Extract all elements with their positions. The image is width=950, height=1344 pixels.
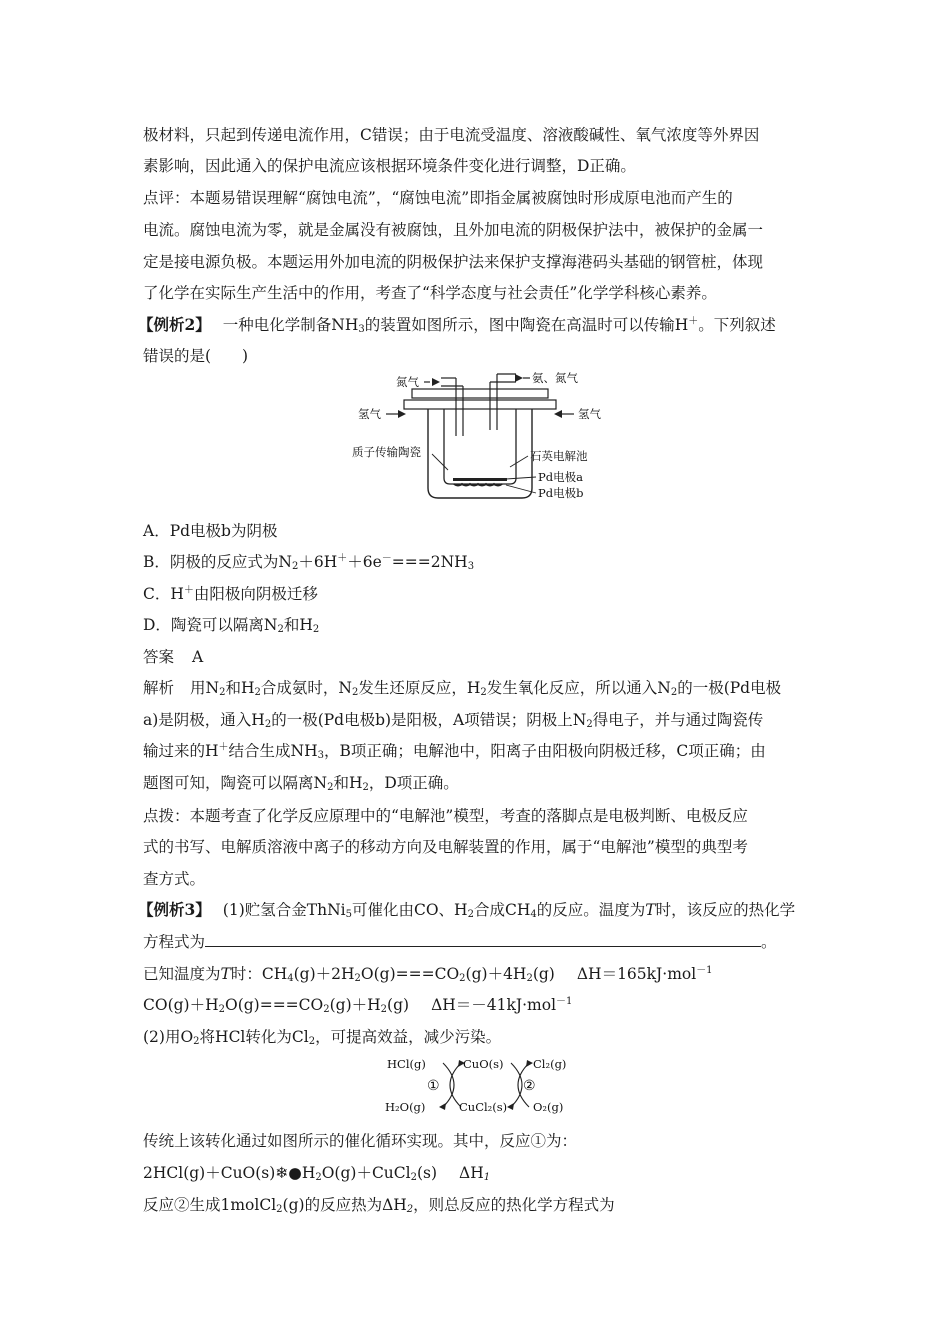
species-cucl2: CuCl₂(s) <box>459 1100 508 1114</box>
label-quartz-cell: 石英电解池 <box>530 449 588 463</box>
step-2-label: ② <box>523 1078 536 1094</box>
arrow-icon <box>439 1103 446 1110</box>
equation-1: 已知温度为T时：$CH_4(g)+2H_2O(g)===CO_2(g)+4H_2(g)$ ΔH＝165kJ·mol$^{-1}$ <box>143 965 713 984</box>
label-nitrogen-in: 氮气 <box>396 375 419 389</box>
example-tag: 【例析3】 <box>138 900 211 919</box>
label-pd-a: Pd电极a <box>538 470 583 484</box>
label-ammonia-out: 氨、氮气 <box>532 371 578 385</box>
tip-line: 查方式。 <box>143 870 206 888</box>
comment-line: 点评：本题易错误理解“腐蚀电流”，“腐蚀电流”即指金属被腐蚀时形成原电池而产生的 <box>143 189 733 207</box>
text-line: 传统上该转化通过如图所示的催化循环实现。其中，反应①为： <box>143 1132 578 1150</box>
example3-stem: 【例析3】 (1)贮氢合金ThNi$_5$可催化由CO、$H_2$合成$CH_4$的反应。温度为T时，该反应的热化学 <box>138 900 796 920</box>
arrow-icon <box>526 1060 533 1067</box>
option-c: C．H＋由阳极向阴极迁移 <box>143 585 318 603</box>
label-proton-ceramic: 质子传输陶瓷 <box>352 445 421 459</box>
text-line: 极材料，只起到传递电流作用，C错误；由于电流受温度、溶液酸碱性、氧气浓度等外界因 <box>143 126 760 144</box>
tip-line: 式的书写、电解质溶液中离子的移动方向及电解装置的作用，属于“电解池”模型的典型考 <box>143 838 748 856</box>
answer: 答案 A <box>143 648 204 666</box>
example2-stem-line2: 错误的是( ) <box>143 347 249 365</box>
comment-line: 电流。腐蚀电流为零，就是金属没有被腐蚀，且外加电流的阴极保护法中，被保护的金属一 <box>143 221 764 239</box>
reaction-1: $2HCl(g)+CuO(s)❄●H_2O(g)+CuCl_2(s)$ $\Delta H_1$ <box>143 1164 491 1183</box>
analysis-line: a)是阴极，通入$H_2$的一极(Pd电极b)是阳极，A项错误；阴极上$N_2$得电子，并与通过陶瓷传 <box>143 711 764 730</box>
equation-2: $CO(g)+H_2O(g)===CO_2(g)+H_2(g)$ ΔH＝－41kJ·mol$^{-1}$ <box>143 996 573 1015</box>
comment-line: 了化学在实际生产生活中的作用，考查了“科学态度与社会责任”化学学科核心素养。 <box>143 284 717 302</box>
species-h2o: H₂O(g) <box>385 1100 426 1114</box>
species-o2: O₂(g) <box>533 1100 564 1114</box>
arrow-icon <box>507 1103 514 1110</box>
species-cuo: CuO(s) <box>463 1057 504 1071</box>
option-b: B．阴极的反应式为$N_2+6H^++6e^-===2NH_3$ <box>143 553 475 572</box>
reaction-2: 反应②生成1molCl$_2$(g)的反应热为$\Delta H_2$，则总反应的热化学方程式为 <box>143 1196 615 1215</box>
electrolysis-cell-diagram <box>340 370 610 512</box>
arrow-in-icon <box>432 378 440 386</box>
label-pd-b: Pd电极b <box>538 486 584 500</box>
label-hydrogen-right: 氢气 <box>578 407 601 421</box>
option-a: A．Pd电极b为阴极 <box>143 522 278 540</box>
pd-electrode-b <box>454 484 502 486</box>
pd-electrode-a <box>453 478 507 481</box>
text-line: 素影响，因此通入的保护电流应该根据环境条件变化进行调整，D正确。 <box>143 157 636 175</box>
arrow-left-icon <box>554 410 562 418</box>
catalytic-cycle-diagram <box>383 1055 573 1117</box>
analysis-line: 题图可知，陶瓷可以隔离$N_2$和$H_2$，D项正确。 <box>143 774 459 793</box>
example3-blank-line: 方程式为 。 <box>143 933 777 951</box>
species-cl2: Cl₂(g) <box>533 1057 567 1071</box>
arrow-right-icon <box>398 410 406 418</box>
analysis-line: 输过来的H＋结合生成$NH_3$，B项正确；电解池中，阳离子由阳极向阴极迁移，C项正确；由 <box>143 742 766 761</box>
analysis-line: 解析 用$N_2$和$H_2$合成氨时，$N_2$发生还原反应，$H_2$发生氧化反应，所以通入$N_2$的一极(Pd电极 <box>143 679 782 698</box>
part-2: (2)用$O_2$将HCl转化为$Cl_2$，可提高效益，减少污染。 <box>143 1028 502 1047</box>
step-1-label: ① <box>427 1078 440 1094</box>
option-d: D．陶瓷可以隔离$N_2$和$H_2$ <box>143 616 320 635</box>
example-tag: 【例析2】 <box>138 315 211 334</box>
species-hcl: HCl(g) <box>387 1057 426 1071</box>
comment-line: 定是接电源负极。本题运用外加电流的阴极保护法来保护支撑海港码头基础的钢管桩，体现 <box>143 253 764 271</box>
answer-blank[interactable] <box>205 932 761 947</box>
tip-line: 点拨：本题考查了化学反应原理中的“电解池”模型，考查的落脚点是电极判断、电极反应 <box>143 807 748 825</box>
arrow-out-icon <box>515 374 523 382</box>
label-hydrogen-left: 氢气 <box>358 407 381 421</box>
example2-stem: 【例析2】 一种电化学制备$NH_3$的装置如图所示，图中陶瓷在高温时可以传输H＋。下列叙述 <box>138 315 776 335</box>
